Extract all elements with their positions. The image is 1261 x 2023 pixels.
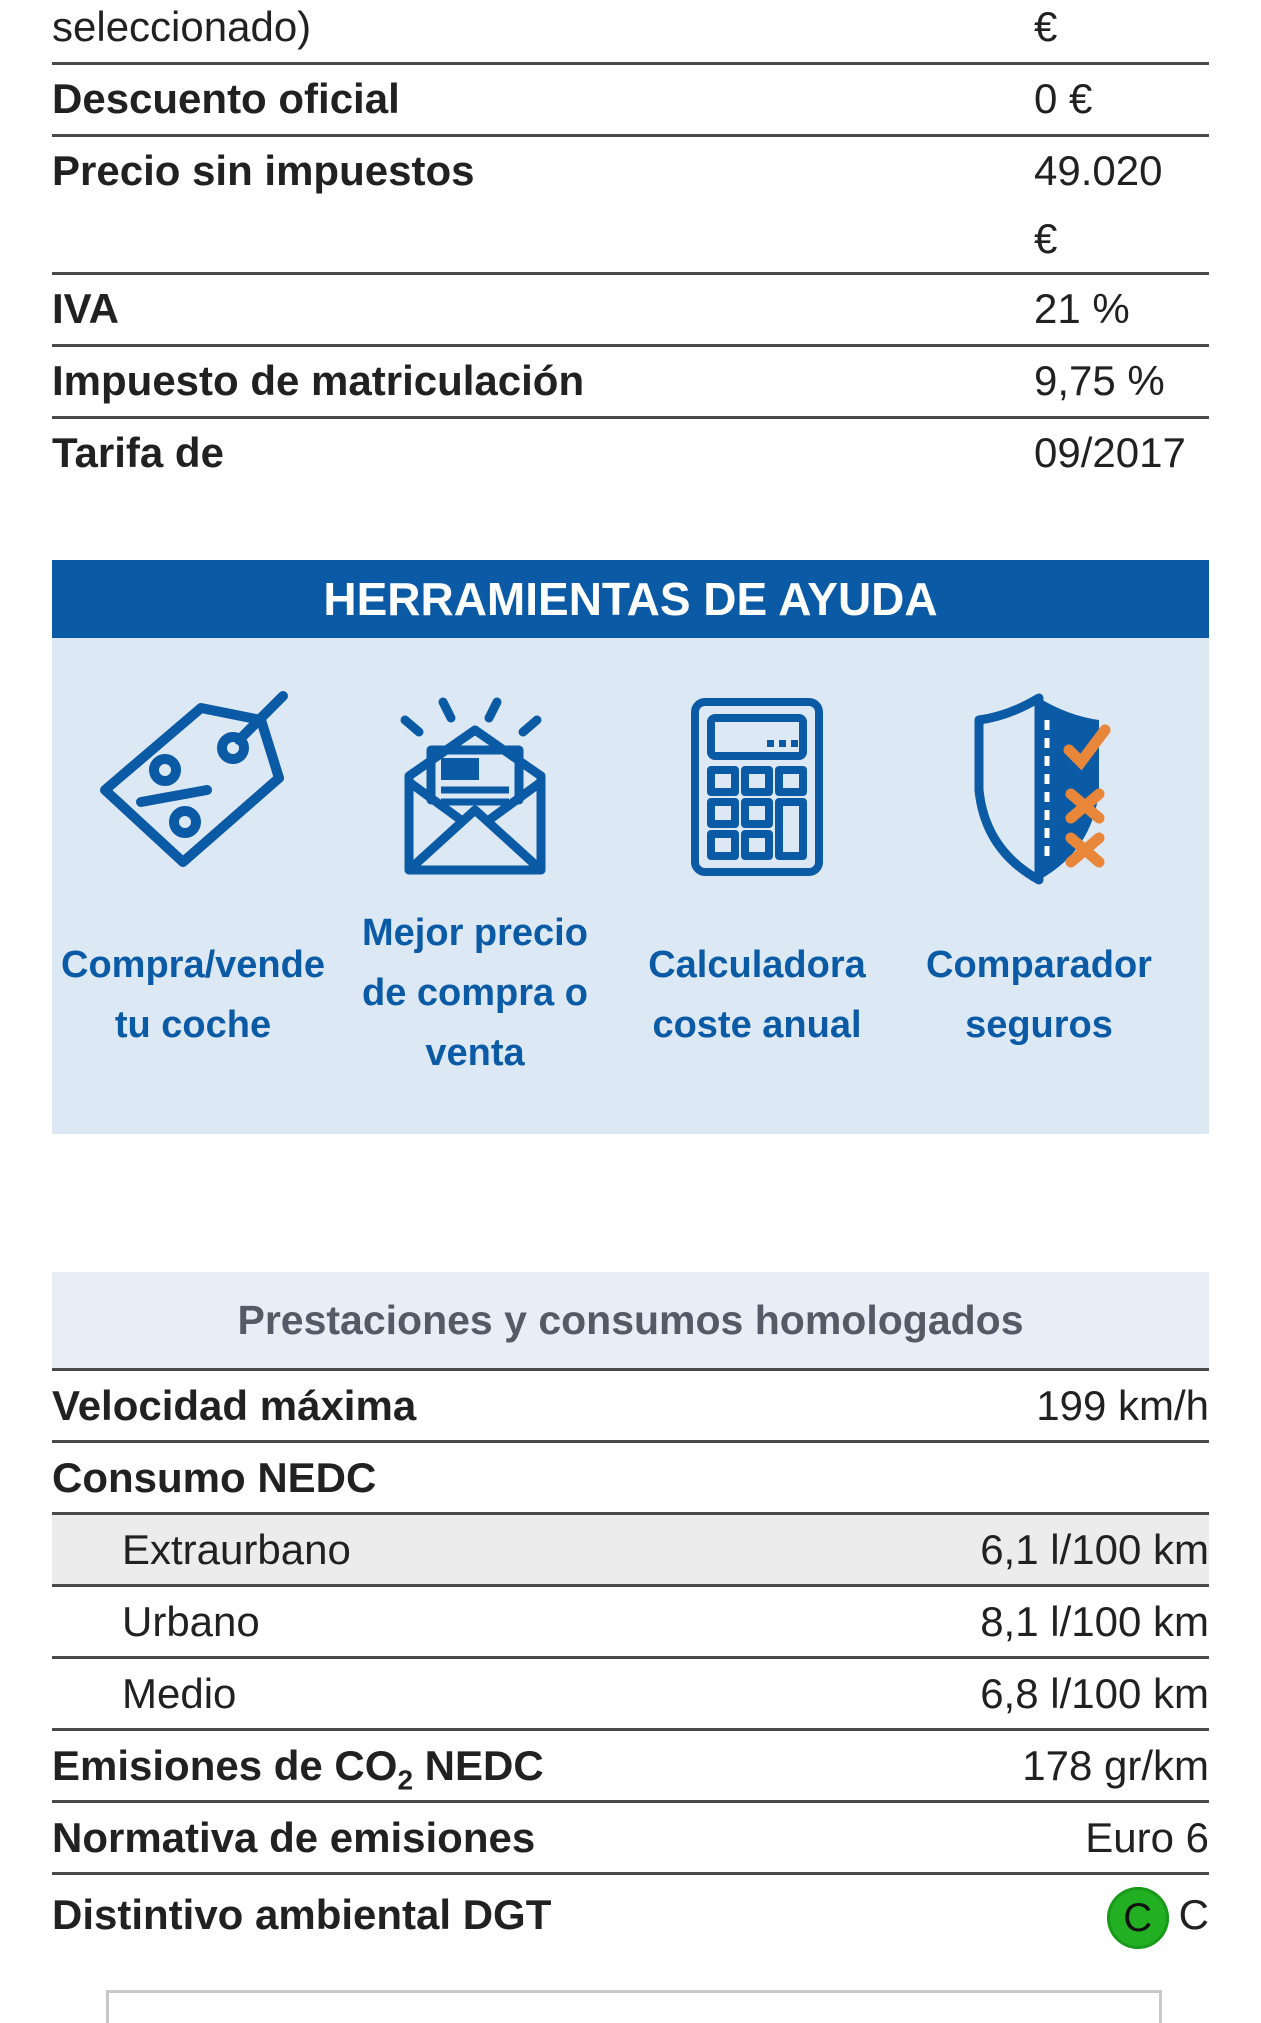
spec-row-urban [52, 1587, 1209, 1659]
price-row-tariff-date [52, 419, 1209, 488]
spec-label: Velocidad máxima [52, 1382, 417, 1429]
price-label: Precio sin impuestos [52, 147, 475, 194]
price-label: seleccionado) [52, 3, 312, 50]
spec-value: 178 gr/km [1022, 1742, 1209, 1789]
tool-annual-cost-calculator[interactable] [616, 690, 898, 1046]
tool-best-price[interactable] [334, 690, 616, 1074]
price-value: € [1034, 3, 1058, 50]
price-row-discount [52, 65, 1209, 137]
tool-label: tu coche [114, 1004, 272, 1046]
price-label: Impuesto de matriculación [52, 357, 585, 404]
price-value: 0 € [1034, 75, 1093, 122]
spec-label: Distintivo ambiental DGT [52, 1891, 552, 1938]
tool-label: de compra o [362, 972, 588, 1014]
spec-row-extraurban [52, 1515, 1209, 1587]
envelope-letter-icon [365, 690, 585, 890]
price-tag-icon [83, 690, 303, 890]
spec-value: 199 km/h [1036, 1382, 1209, 1429]
tool-label: venta [425, 1032, 525, 1074]
tools-header: HERRAMIENTAS DE AYUDA [52, 560, 1209, 638]
tool-label: coste anual [652, 1004, 862, 1046]
spec-value: Euro 6 [1085, 1814, 1209, 1861]
spec-label: Normativa de emisiones [52, 1814, 536, 1861]
spec-row-average [52, 1659, 1209, 1731]
tool-label: Compra/vende [61, 944, 325, 986]
price-value: 49.020 € [1034, 147, 1163, 262]
price-label: IVA [52, 285, 119, 332]
price-value: 21 % [1034, 285, 1130, 332]
shield-icon [929, 690, 1149, 890]
tool-buy-sell-car[interactable] [52, 690, 334, 1046]
tool-insurance-comparator[interactable] [898, 690, 1180, 1046]
price-row-pretax [52, 137, 1209, 275]
dgt-c-badge: C [1107, 1887, 1169, 1949]
co2-label-end: NEDC [413, 1742, 544, 1789]
spec-value [1107, 1875, 1209, 1955]
spec-label: Urbano [122, 1598, 260, 1645]
spec-row-co2-emissions [52, 1731, 1209, 1803]
next-section-box [106, 1990, 1162, 2023]
tools-panel [52, 638, 1209, 1134]
spec-value: 6,8 l/100 km [980, 1670, 1209, 1717]
co2-subscript: 2 [397, 1764, 414, 1796]
price-value: 9,75 % [1034, 357, 1165, 404]
tool-label: seguros [965, 1004, 1113, 1046]
spec-row-emissions-standard [52, 1803, 1209, 1875]
calculator-icon [647, 690, 867, 890]
tool-label: Mejor precio [362, 912, 588, 954]
specs-header: Prestaciones y consumos homologados [52, 1272, 1209, 1371]
spec-row-dgt-label [52, 1875, 1209, 1955]
tool-label: Calculadora [648, 944, 866, 986]
price-row-selected [52, 0, 1209, 65]
price-row-registration-tax [52, 347, 1209, 419]
spec-label: Extraurbano [122, 1526, 351, 1573]
dgt-label-text: C [1178, 1891, 1209, 1938]
price-label: Tarifa de [52, 429, 224, 476]
price-label: Descuento oficial [52, 75, 400, 122]
co2-label-main: Emisiones de CO [52, 1742, 398, 1789]
tool-label: Comparador [926, 944, 1152, 986]
spec-label [52, 1731, 544, 1814]
spec-value: 6,1 l/100 km [980, 1526, 1209, 1573]
spec-row-consumption-nedc [52, 1443, 1209, 1515]
spec-label: Consumo NEDC [52, 1454, 377, 1501]
spec-row-top-speed [52, 1371, 1209, 1443]
price-row-iva [52, 275, 1209, 347]
price-value: 09/2017 [1034, 429, 1186, 476]
spec-label: Medio [122, 1670, 237, 1717]
spec-value: 8,1 l/100 km [980, 1598, 1209, 1645]
